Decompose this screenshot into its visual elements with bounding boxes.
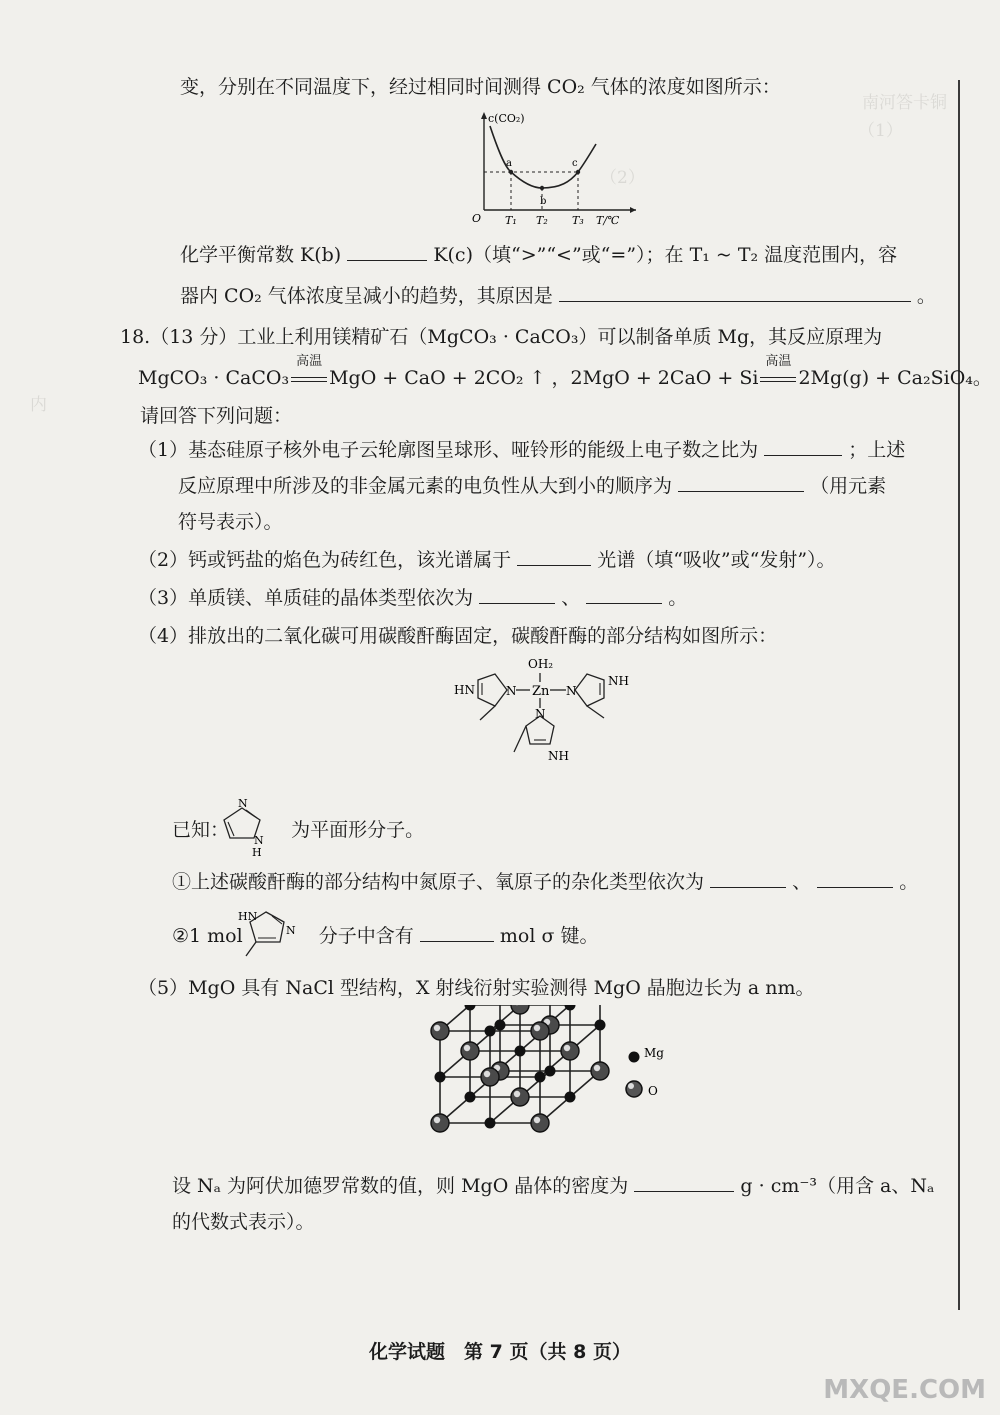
point-b-label: b [540,196,547,207]
q17-reason-line: 器内 CO₂ 气体浓度呈减小的趋势，其原因是 。 [180,285,936,307]
q18-part1-b: 反应原理中所涉及的非金属元素的电负性从大到小的顺序为 （用元素 [178,475,887,497]
oxygen-atom [511,1005,529,1014]
answer-blank[interactable] [347,244,427,261]
density-line-end: 的代数式表示）。 [172,1211,315,1233]
svg-text:N: N [254,834,264,847]
svg-text:N: N [566,684,577,698]
margin-line [958,80,960,1310]
answer-blank[interactable] [559,285,911,302]
svg-text:H: H [252,846,262,858]
q18-sub2: ②1 mol 分子中含有 mol σ 键。 [172,925,599,947]
bleed-text: （1） [858,121,903,141]
magnesium-atom [435,1072,446,1083]
magnesium-atom [485,1026,496,1037]
bleed-text: 南河答卡铜 [862,93,947,113]
magnesium-atom [545,1066,556,1077]
q18-sub1: ①上述碳酸酐酶的部分结构中氮原子、氧原子的杂化类型依次为 、 。 [172,871,919,893]
bleed-text: 内 [30,395,47,415]
answer-blank[interactable] [586,587,662,604]
q17-intro: 变，分别在不同温度下，经过相同时间测得 CO₂ 气体的浓度如图所示： [180,76,781,98]
oxygen-atom [481,1068,499,1086]
q18-part4: （4）排放出的二氧化碳可用碳酸酐酶固定，碳酸酐酶的部分结构如图所示： [138,625,778,647]
legend-mg-label: Mg [644,1046,664,1060]
known-line: 已知： 为平面形分子。 [172,819,425,841]
magnesium-atom [495,1020,506,1031]
oxygen-atom [431,1114,449,1132]
imidazole-structure [214,796,270,858]
answer-blank[interactable] [817,871,893,888]
bleed-text: （2） [600,168,645,188]
oxygen-atom [531,1114,549,1132]
point-c-label: c [572,158,578,169]
magnesium-atom [595,1020,606,1031]
q18-part5: （5）MgO 具有 NaCl 型结构，X 射线衍射实验测得 MgO 晶胞边长为 a nm。 [138,977,815,999]
density-line: 设 Nₐ 为阿伏加德罗常数的值，则 MgO 晶体的密度为 g · cm⁻³（用含 a、Nₐ [172,1175,935,1197]
q17-k-line: 化学平衡常数 K(b) K(c)（填“>”“<”或“=”）；在 T₁ ~ T₂ 温度范围内，容 [180,244,898,266]
origin-label: O [472,212,482,225]
legend-o-label: O [648,1084,658,1098]
magnesium-atom [565,1005,576,1011]
oxygen-atom [561,1042,579,1060]
co2-concentration-figure [460,108,640,228]
magnesium-atom [485,1118,496,1129]
carbonic-anhydrase-structure [440,652,650,772]
answer-blank[interactable] [517,549,591,566]
t2-label: T₂ [536,214,548,227]
svg-text:NH: NH [608,674,629,688]
answer-blank[interactable] [634,1175,734,1192]
magnesium-atom [565,1092,576,1103]
svg-text:OH₂: OH₂ [528,657,554,671]
svg-text:NH: NH [548,749,569,763]
point-a-label: a [506,158,512,169]
answer-blank[interactable] [479,587,555,604]
oxygen-atom [461,1042,479,1060]
magnesium-atom [535,1072,546,1083]
q18-part1-a: （1）基态硅原子核外电子云轮廓图呈球形、哑铃形的能级上电子数之比为 ；上述 [138,439,906,461]
oxygen-atom [511,1088,529,1106]
magnesium-atom [515,1046,526,1057]
oxygen-atom [431,1022,449,1040]
q18-equations: MgCO₃ · CaCO₃ 高温 MgO + CaO + 2CO₂ ↑ ，2MgO + 2CaO + Si 高温 2Mg(g) + Ca₂SiO₄。 [138,354,992,389]
answer-blank[interactable] [710,871,786,888]
equilibrium-arrow: 高温 [291,366,327,390]
svg-text:N: N [535,707,546,721]
magnesium-atom [465,1005,476,1011]
svg-text:N: N [506,684,517,698]
q18-header: 18.（13 分）工业上利用镁精矿石（MgCO₃ · CaCO₃）可以制备单质 Mg，其反应原理为 [120,326,883,348]
answer-blank[interactable] [764,439,842,456]
t1-label: T₁ [505,214,517,227]
magnesium-atom [465,1092,476,1103]
page-footer: 化学试题 第 7 页（共 8 页） [369,1341,631,1363]
methylimidazole-structure [236,902,302,962]
q18-part1-c: 符号表示）。 [178,511,283,533]
q18-prompt: 请回答下列问题： [140,405,293,427]
watermark: MXQE.COM [823,1375,986,1405]
svg-text:HN: HN [238,910,258,923]
answer-blank[interactable] [420,925,494,942]
t3-label: T₃ [572,214,584,227]
q18-part2: （2）钙或钙盐的焰色为砖红色，该光谱属于 光谱（填“吸收”或“发射”）。 [138,549,836,571]
oxygen-atom [531,1022,549,1040]
y-axis-label: c(CO₂) [488,112,525,125]
zinc-center: Zn [532,684,550,699]
svg-text:HN: HN [454,683,475,697]
oxygen-atom [591,1062,609,1080]
svg-text:N: N [238,797,248,810]
answer-blank[interactable] [678,475,804,492]
equilibrium-arrow: 高温 [760,366,796,390]
x-axis-label: T/℃ [596,214,620,227]
q18-part3: （3）单质镁、单质硅的晶体类型依次为 、 。 [138,587,688,609]
svg-text:N: N [286,924,296,937]
mgo-unit-cell-figure [410,1005,690,1175]
